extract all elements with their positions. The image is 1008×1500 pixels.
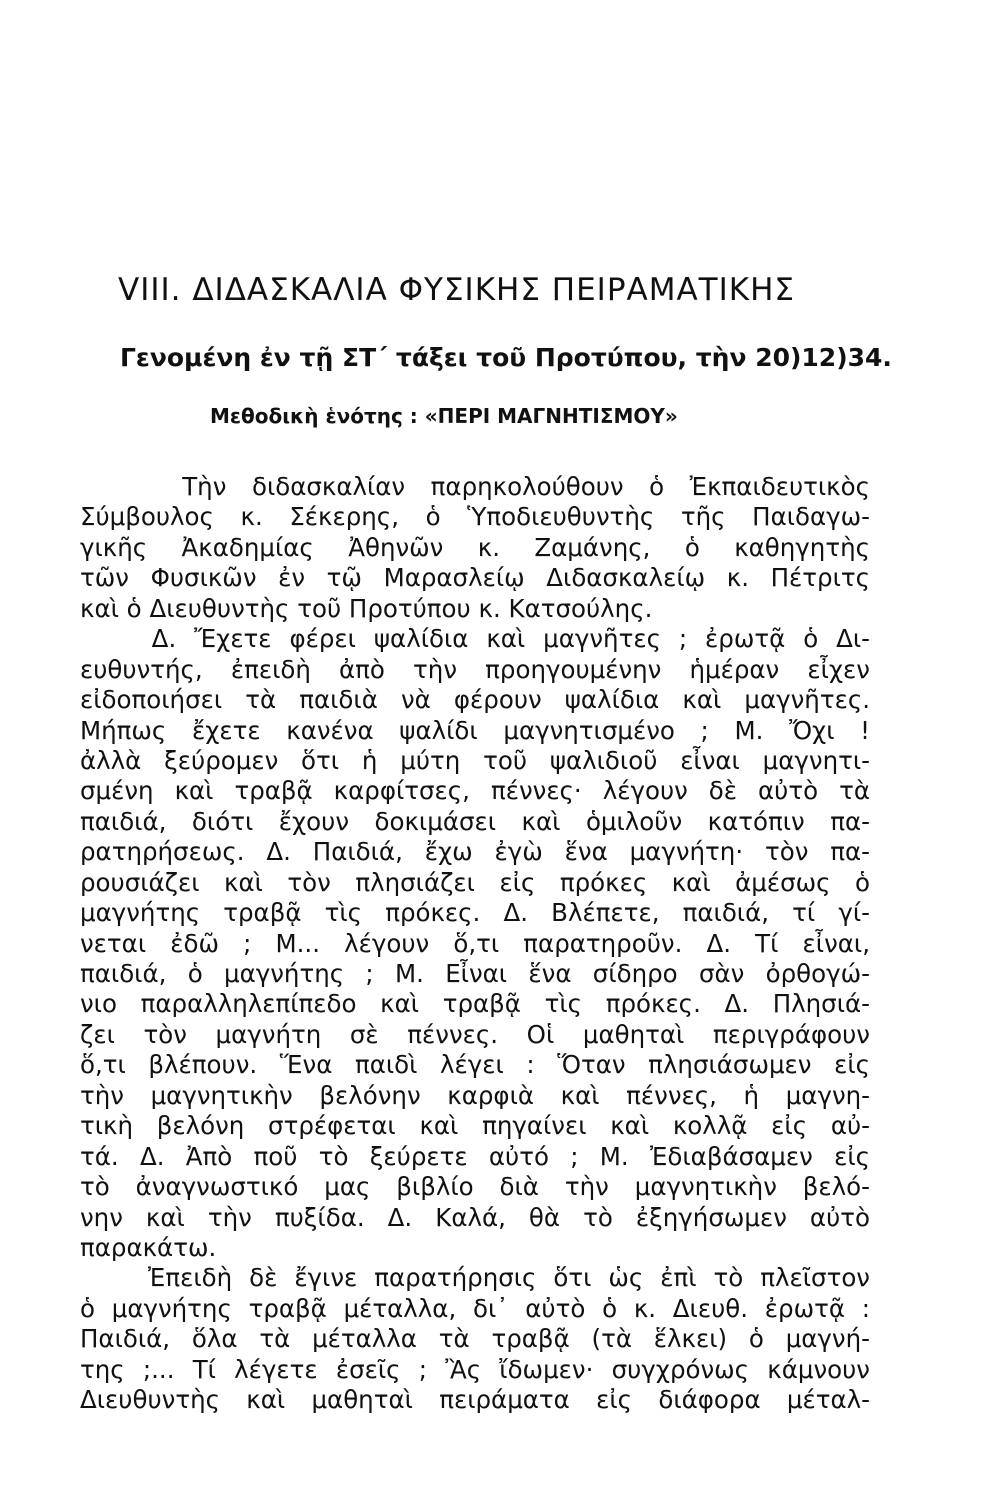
text-line: νην καὶ τὴν πυξίδα. Δ. Καλά, θὰ τὸ ἐξηγήσωμεν αὐτὸ [80, 1202, 870, 1232]
unit-line [210, 400, 770, 432]
text-line: Παιδιά, ὅλα τὰ μέταλλα τὰ τραβᾷ (τὰ ἕλκει) ὁ μαγνή- [80, 1324, 870, 1354]
text-line: Διευθυντὴς καὶ μαθηταὶ πειράματα εἰς διάφορα μέταλ- [80, 1385, 870, 1415]
text-line: Σύμβουλος κ. Σέκερης, ὁ Ὑποδιευθυντὴς τῆς Παιδαγω- [80, 502, 870, 532]
text-line: ζει τὸν μαγνήτη σὲ πέννες. Οἱ μαθηταὶ περιγράφουν [80, 1019, 870, 1049]
text-line: Ἐπειδὴ δὲ ἔγινε παρατήρησις ὅτι ὡς ἐπὶ τὸ πλεῖστον [80, 1263, 870, 1293]
text-line: τὸ ἀναγνωστικό μας βιβλίο διὰ τὴν μαγνητικὴν βελό- [80, 1172, 870, 1202]
text-line: παρακάτω. [80, 1232, 217, 1262]
text-line: τικὴ βελόνη στρέφεται καὶ πηγαίνει καὶ κολλᾷ εἰς αὐ- [80, 1111, 870, 1141]
text-line: Δ. Ἔχετε φέρει ψαλίδια καὶ μαγνῆτες ; ἐρωτᾷ ὁ Δι- [80, 624, 870, 654]
unit-title: «ΠΕΡΙ ΜΑΓΝΗΤΙΣΜΟΥ» [424, 404, 678, 428]
lesson-subtitle: Γενομένη ἐν τῇ ΣΤ΄ τάξει τοῦ Προτύπου, τὴν 20)12)34. [120, 343, 892, 372]
text-line: ὁ μαγνήτης τραβᾷ μέταλλα, δι᾽ αὐτὸ ὁ κ. Διευθ. ἐρωτᾷ : [80, 1293, 870, 1323]
chapter-heading: VIII. ΔΙΔΑΣΚΑΛΙΑ ΦΥΣΙΚΗΣ ΠΕΙΡΑΜΑΤΙΚΗΣ [118, 272, 795, 308]
text-line: γικῆς Ἀκαδημίας Ἀθηνῶν κ. Ζαμάνης, ὁ καθηγητὴς [80, 532, 870, 562]
text-line: καὶ ὁ Διευθυντὴς τοῦ Προτύπου κ. Κατσούλης. [80, 593, 653, 623]
text-line: τὴν μαγνητικὴν βελόνην καρφιὰ καὶ πέννες, ἡ μαγνη- [80, 1080, 870, 1110]
text-line: νεται ἐδῶ ; Μ... λέγουν ὅ,τι παρατηροῦν. Δ. Τί εἶναι, [80, 928, 870, 958]
text-line: νιο παραλληλεπίπεδο καὶ τραβᾷ τὶς πρόκες. Δ. Πλησιά- [80, 989, 870, 1019]
text-line: παιδιά, διότι ἔχουν δοκιμάσει καὶ ὁμιλοῦν κατόπιν πα- [80, 806, 870, 836]
text-line: Τὴν διδασκαλίαν παρηκολούθουν ὁ Ἐκπαιδευτικὸς [80, 472, 870, 501]
text-line: σμένη καὶ τραβᾷ καρφίτσες, πέννες· λέγουν δὲ αὐτὸ τὰ [80, 776, 870, 806]
text-line: ὅ,τι βλέπουν. Ἕνα παιδὶ λέγει : Ὅταν πλησιάσωμεν εἰς [80, 1050, 870, 1080]
unit-label: Μεθοδικὴ ἑνότης : [210, 404, 418, 428]
text-line: ρατηρήσεως. Δ. Παιδιά, ἔχω ἐγὼ ἕνα μαγνήτη· τὸν πα- [80, 837, 870, 867]
text-line: τά. Δ. Ἀπὸ ποῦ τὸ ξεύρετε αὐτό ; Μ. Ἐδιαβάσαμεν εἰς [80, 1141, 870, 1171]
text-line: ρουσιάζει καὶ τὸν πλησιάζει εἰς πρόκες καὶ ἀμέσως ὁ [80, 867, 870, 897]
text-line: Μήπως ἔχετε κανένα ψαλίδι μαγνητισμένο ; Μ. Ὄχι ! [80, 715, 870, 745]
text-line: παιδιά, ὁ μαγνήτης ; Μ. Εἶναι ἕνα σίδηρο σὰν ὀρθογώ- [80, 959, 870, 988]
text-line: ευθυντής, ἐπειδὴ ἀπὸ τὴν προηγουμένην ἡμέραν εἶχεν [80, 654, 870, 684]
text-line: της ;... Τί λέγετε ἐσεῖς ; Ἂς ἴδωμεν· συγχρόνως κάμνουν [80, 1354, 870, 1384]
text-line: μαγνήτης τραβᾷ τὶς πρόκες. Δ. Βλέπετε, παιδιά, τί γί- [80, 898, 870, 928]
text-line: εἰδοποιήσει τὰ παιδιὰ νὰ φέρουν ψαλίδια καὶ μαγνῆτες. [80, 685, 870, 715]
body-text [80, 472, 870, 1416]
text-line: ἀλλὰ ξεύρομεν ὅτι ἡ μύτη τοῦ ψαλιδιοῦ εἶναι μαγνητι- [80, 745, 870, 775]
text-line: τῶν Φυσικῶν ἐν τῷ Μαρασλείῳ Διδασκαλείῳ κ. Πέτριτς [80, 563, 870, 593]
